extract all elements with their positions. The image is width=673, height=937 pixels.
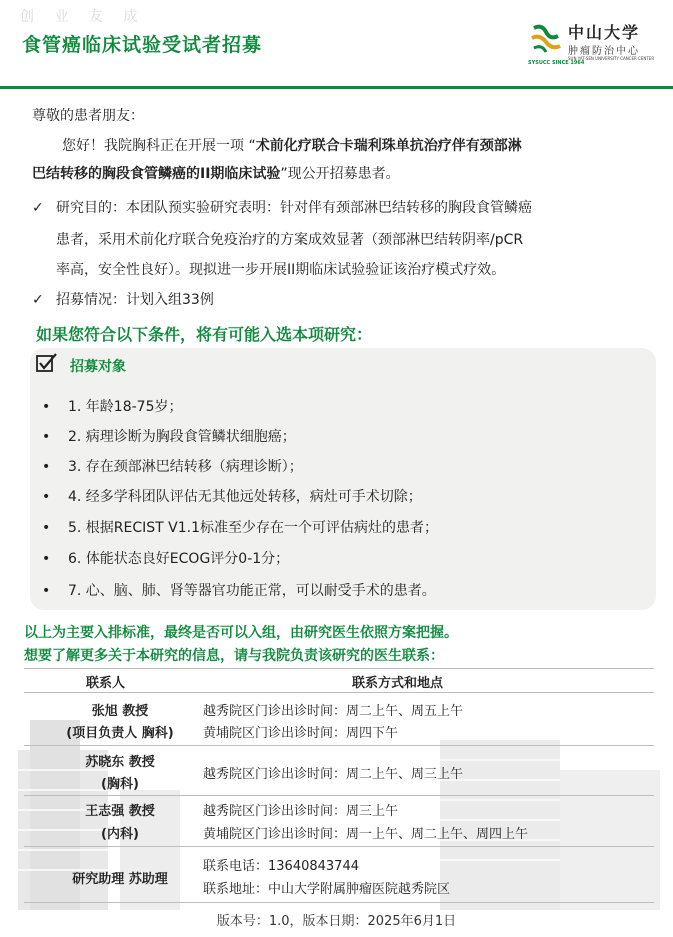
bullet-icon: • bbox=[42, 520, 51, 536]
table-rule bbox=[24, 668, 654, 669]
table-rule bbox=[24, 692, 654, 693]
note-line-2: 想要了解更多关于本研究的信息，请与我院负责该研究的医生联系： bbox=[24, 648, 444, 664]
criteria-item-text: 7. 心、脑、肺、肾等器官功能正常，可以耐受手术的患者。 bbox=[68, 583, 436, 599]
contact-info: 越秀院区门诊出诊时间：周二上午、周三上午 bbox=[203, 767, 464, 782]
table-rule bbox=[24, 795, 654, 796]
bullet-icon: • bbox=[42, 429, 51, 445]
contact-info: 越秀院区门诊出诊时间：周二上午、周五上午 bbox=[203, 704, 464, 719]
trial-name-part-2: 巴结转移的胸段食管鳞癌的II期临床试验 bbox=[32, 166, 281, 182]
contact-role: (项目负责人 胸科) bbox=[66, 726, 174, 741]
criteria-item bbox=[42, 486, 422, 506]
intro-line-1 bbox=[62, 132, 522, 160]
contact-role: (内科) bbox=[101, 827, 139, 842]
contact-name: 苏晓东 教授 bbox=[85, 755, 155, 770]
contact-address: 联系地址：中山大学附属肿瘤医院越秀院区 bbox=[203, 882, 451, 897]
criteria-item-text: 3. 存在颈部淋巴结转移（病理诊断）； bbox=[68, 459, 303, 475]
criteria-item bbox=[42, 396, 183, 416]
intro-line-2 bbox=[32, 160, 400, 188]
purpose-line-1: 研究目的：本团队预实验研究表明：针对伴有颈部淋巴结转移的胸段食管鳞癌 bbox=[56, 200, 532, 216]
criteria-item bbox=[42, 548, 289, 568]
criteria-item-text: 6. 体能状态良好ECOG评分0-1分； bbox=[68, 551, 290, 567]
bullet-icon: • bbox=[42, 459, 51, 475]
purpose-check-icon: ✓ bbox=[32, 200, 44, 216]
checklist-icon bbox=[36, 353, 58, 373]
column-header-contact: 联系人 bbox=[86, 676, 126, 691]
contact-phone: 联系电话：13640843744 bbox=[203, 859, 359, 874]
criteria-item-text: 5. 根据RECIST V1.1标准至少存在一个可评估病灶的患者； bbox=[68, 520, 439, 536]
intro-line-1-pre: 您好！我院胸科正在开展一项 “ bbox=[62, 138, 256, 154]
criteria-title: 招募对象 bbox=[70, 359, 126, 375]
purpose-line-2: 患者，采用术前化疗联合免疫治疗的方案成效显著（颈部淋巴结转阴率/pCR bbox=[56, 232, 524, 248]
eligibility-heading: 如果您符合以下条件，将有可能入选本项研究： bbox=[36, 325, 373, 344]
header bbox=[0, 0, 673, 86]
contact-info: 黄埔院区门诊出诊时间：周一上午、周二上午、周四上午 bbox=[203, 827, 529, 842]
contact-name: 王志强 教授 bbox=[85, 804, 155, 819]
criteria-item bbox=[42, 426, 296, 446]
criteria-item bbox=[42, 517, 438, 537]
contact-name: 研究助理 苏助理 bbox=[72, 872, 168, 887]
bullet-icon: • bbox=[42, 551, 51, 567]
header-ghost-text: 创 业 友 成 bbox=[20, 9, 146, 25]
bullet-icon: • bbox=[42, 583, 51, 599]
contact-role: (胸科) bbox=[101, 777, 139, 792]
bullet-icon: • bbox=[42, 489, 51, 505]
purpose-line-3: 率高，安全性良好）。现拟进一步开展II期临床试验验证该治疗模式疗效。 bbox=[56, 262, 506, 278]
version-footer: 版本号：1.0，版本日期：2025年6月1日 bbox=[216, 914, 457, 929]
logo-subtitle: 肿瘤防治中心 bbox=[568, 46, 640, 57]
logo-name: 中山大学 bbox=[568, 23, 641, 42]
criteria-item bbox=[42, 580, 436, 600]
greeting: 尊敬的患者朋友： bbox=[32, 108, 144, 124]
table-rule bbox=[24, 902, 654, 903]
criteria-item bbox=[42, 456, 303, 476]
table-rule bbox=[24, 846, 654, 847]
contact-info: 越秀院区门诊出诊时间：周三上午 bbox=[203, 804, 399, 819]
sysucc-emblem-icon bbox=[528, 22, 564, 60]
note-line-1: 以上为主要入排标准，最终是否可以入组，由研究医生依照方案把握。 bbox=[24, 625, 458, 641]
criteria-panel bbox=[30, 348, 656, 610]
intro-line-2-post: ”现公开招募患者。 bbox=[280, 166, 400, 182]
header-rule bbox=[0, 86, 673, 89]
contact-info: 黄埔院区门诊出诊时间：周四下午 bbox=[203, 726, 399, 741]
criteria-item-text: 2. 病理诊断为胸段食管鳞状细胞癌； bbox=[68, 429, 296, 445]
sysucc-logo bbox=[528, 20, 668, 70]
page-title: 食管癌临床试验受试者招募 bbox=[22, 34, 263, 56]
logo-english: SUN YAT-SEN UNIVERSITY CANCER CENTER bbox=[568, 56, 655, 61]
bullet-icon: • bbox=[42, 399, 51, 415]
enrollment-text: 招募情况：计划入组33例 bbox=[56, 292, 214, 308]
trial-name-part-1: 术前化疗联合卡瑞利珠单抗治疗伴有颈部淋 bbox=[255, 138, 522, 154]
enrollment-check-icon: ✓ bbox=[32, 292, 44, 308]
logo-tag: SYSUCC SINCE 1964 bbox=[528, 60, 585, 66]
contact-name: 张旭 教授 bbox=[91, 704, 149, 719]
table-rule bbox=[24, 745, 654, 746]
column-header-info: 联系方式和地点 bbox=[352, 676, 444, 691]
criteria-item-text: 1. 年龄18-75岁； bbox=[68, 399, 183, 415]
criteria-item-text: 4. 经多学科团队评估无其他远处转移，病灶可手术切除； bbox=[68, 489, 422, 505]
